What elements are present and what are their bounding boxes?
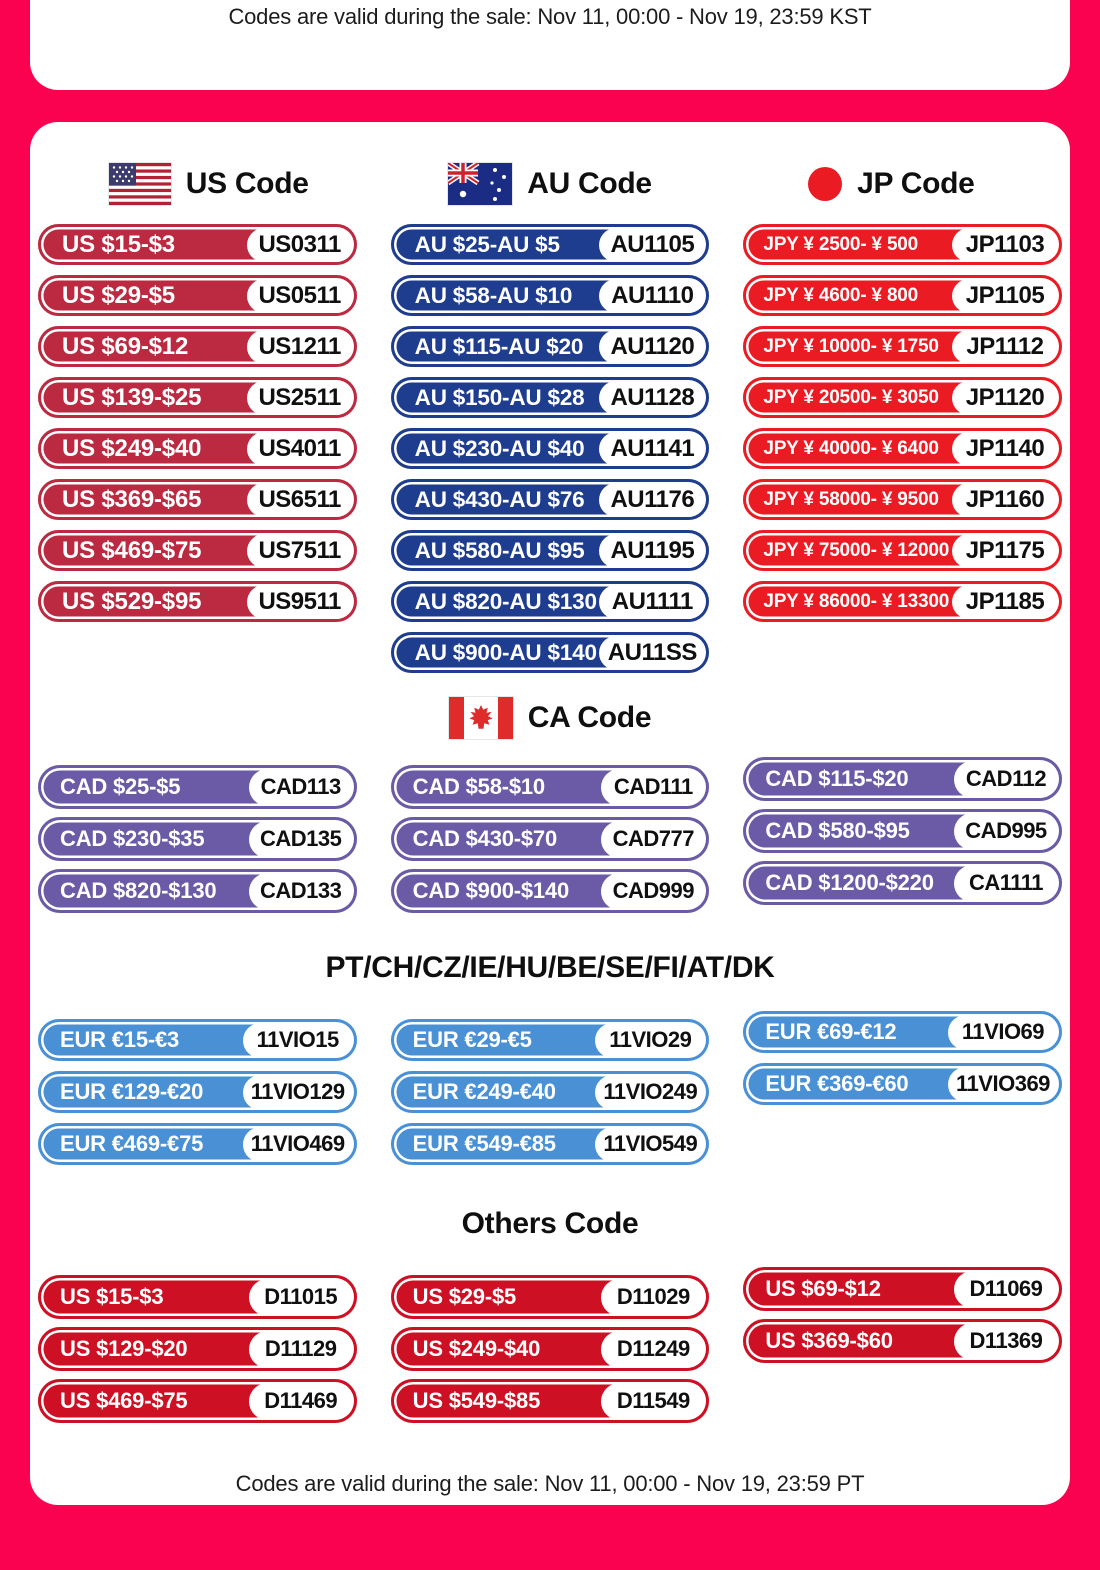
coupon-pill[interactable] [391,1379,710,1423]
coupon-code: AU1176 [599,483,705,517]
coupon-pill[interactable] [391,224,710,265]
coupon-pill[interactable] [743,326,1062,367]
coupon-amount: AU $58-AU $10 [414,282,573,308]
kr-coupon-card [30,0,1070,90]
coupon-pill[interactable] [743,275,1062,316]
coupon-pill[interactable] [743,581,1062,622]
coupon-amount: AU $430-AU $76 [414,486,585,512]
coupon-code: CAD999 [601,873,705,910]
us-flag-icon [109,163,171,205]
coupon-pill[interactable] [38,817,357,861]
coupon-amount: JPY ¥ 10000- ¥ 1750 [763,335,939,357]
jp-code-header [721,158,1062,210]
coupon-amount: US $549-$85 [412,1388,541,1413]
coupon-pill[interactable] [38,428,357,469]
coupon-pill[interactable] [38,581,357,622]
coupon-pill[interactable] [391,479,710,520]
coupon-pill[interactable] [391,1071,710,1113]
coupon-amount: US $249-$40 [62,434,202,462]
coupon-pill[interactable] [391,1123,710,1165]
coupon-amount: US $15-$3 [60,1284,164,1309]
coupon-pill[interactable] [391,326,710,367]
coupon-amount: EUR €369-€60 [765,1071,909,1096]
coupon-code: AU1141 [599,432,705,466]
regional-coupon-columns [38,224,1062,673]
coupon-amount: US $139-$25 [62,383,202,411]
coupon-amount: CAD $1200-$220 [765,870,934,895]
coupon-code: JP1185 [952,585,1058,619]
coupon-amount: US $69-$12 [765,1276,881,1301]
ca-code-title: CA Code [527,701,652,734]
coupon-amount: JPY ¥ 20500- ¥ 3050 [763,386,939,408]
coupon-amount: US $15-$3 [62,230,175,258]
coupon-code: D11015 [249,1279,353,1316]
coupon-code: AU1111 [599,585,705,619]
coupon-amount: US $29-$5 [62,281,175,309]
coupon-pill[interactable] [743,861,1062,905]
coupon-pill[interactable] [743,377,1062,418]
coupon-pill[interactable] [38,869,357,913]
coupon-amount: AU $25-AU $5 [414,231,560,257]
coupon-code: D11249 [601,1331,705,1368]
coupon-code: 11VIO549 [595,1127,705,1162]
coupon-code: 11VIO469 [243,1127,353,1162]
coupon-amount: EUR €249-€40 [412,1079,556,1104]
region-headers [38,122,1062,210]
ca-coupon-list [38,765,1062,913]
coupon-code: 11VIO369 [948,1067,1058,1102]
coupon-amount: EUR €69-€12 [765,1019,897,1044]
coupon-amount: JPY ¥ 40000- ¥ 6400 [763,437,939,459]
coupon-code: US2511 [247,381,353,415]
coupon-pill[interactable] [38,1327,357,1371]
coupon-code: US9511 [247,585,353,619]
coupon-pill[interactable] [743,530,1062,571]
coupon-code: JP1112 [952,330,1058,364]
coupon-code: AU1120 [599,330,705,364]
coupon-pill[interactable] [391,869,710,913]
coupon-pill[interactable] [38,1019,357,1061]
eu-code-title: PT/CH/CZ/IE/HU/BE/SE/FI/AT/DK [325,951,775,984]
coupon-pill[interactable] [743,757,1062,801]
ca-code-header [38,693,1062,743]
coupon-pill[interactable] [38,530,357,571]
coupon-amount: CAD $900-$140 [412,878,570,903]
coupon-code: JP1175 [952,534,1058,568]
coupon-amount: AU $580-AU $95 [414,537,585,563]
validity-note-kst: Codes are valid during the sale: Nov 11, 00:00 - Nov 19, 23:59 KST [228,4,872,29]
coupon-amount: US $69-$12 [62,332,189,360]
coupon-pill[interactable] [38,1379,357,1423]
coupon-amount: CAD $820-$130 [60,878,217,903]
coupon-amount: EUR €15-€3 [60,1027,180,1052]
others-coupon-list [38,1275,1062,1423]
coupon-code: CA1111 [954,865,1058,902]
coupon-code: JP1160 [952,483,1058,517]
coupon-code: JP1120 [952,381,1058,415]
coupon-code: CAD113 [249,769,353,806]
coupon-pill[interactable] [743,479,1062,520]
coupon-code: AU1105 [599,228,705,262]
coupon-code: D11469 [249,1383,353,1420]
coupon-amount: US $249-$40 [412,1336,541,1361]
coupon-amount: CAD $115-$20 [765,766,909,791]
coupon-amount: US $469-$75 [60,1388,188,1413]
coupon-code: D11549 [601,1383,705,1420]
coupon-code: AU1128 [599,381,705,415]
coupon-code: D11029 [601,1279,705,1316]
coupon-pill[interactable] [38,377,357,418]
au-flag-icon [448,163,512,205]
coupon-code: JP1105 [952,279,1058,313]
coupon-pill[interactable] [391,530,710,571]
coupon-pill[interactable] [743,1011,1062,1053]
coupon-amount: AU $150-AU $28 [414,384,585,410]
jp-coupon-list [743,224,1062,673]
coupon-amount: AU $230-AU $40 [414,435,585,461]
coupon-pill[interactable] [391,632,710,673]
coupon-amount: US $529-$95 [62,587,202,615]
coupon-amount: CAD $58-$10 [412,774,545,799]
coupon-pill[interactable] [38,765,357,809]
coupon-amount: CAD $430-$70 [412,826,558,851]
coupon-pill[interactable] [391,1275,710,1319]
coupon-code: US0511 [247,279,353,313]
eu-coupon-list [38,1019,1062,1165]
coupon-pill[interactable] [38,479,357,520]
coupon-code: US1211 [247,330,353,364]
coupon-amount: US $129-$20 [60,1336,188,1361]
coupon-amount: US $469-$75 [62,536,202,564]
coupon-code: D11369 [954,1323,1058,1360]
au-code-title: AU Code [527,167,652,200]
ca-flag-icon [449,697,513,739]
coupon-amount: EUR €129-€20 [60,1079,204,1104]
coupon-pill[interactable] [391,1019,710,1061]
coupon-pill[interactable] [38,1071,357,1113]
coupon-code: JP1103 [952,228,1058,262]
coupon-code: AU1195 [599,534,705,568]
coupon-amount: JPY ¥ 4600- ¥ 800 [763,284,919,306]
coupon-code: CAD111 [601,769,705,806]
others-code-header [38,1199,1062,1249]
coupon-pill[interactable] [391,428,710,469]
coupon-amount: JPY ¥ 86000- ¥ 13300 [763,590,950,612]
coupon-code: CAD135 [249,821,353,858]
coupon-pill[interactable] [743,224,1062,265]
coupon-pill[interactable] [391,765,710,809]
au-code-header [379,158,720,210]
coupon-code: 11VIO69 [948,1015,1058,1050]
coupon-code: US7511 [247,534,353,568]
coupon-amount: CAD $580-$95 [765,818,910,843]
coupon-amount: US $369-$65 [62,485,202,513]
coupon-code: AU1110 [599,279,705,313]
coupon-code: JP1140 [952,432,1058,466]
coupon-code: 11VIO29 [595,1023,705,1058]
au-coupon-list [391,224,710,673]
eu-code-header [38,943,1062,993]
coupon-pill[interactable] [391,275,710,316]
coupon-code: D11129 [249,1331,353,1368]
coupon-amount: AU $820-AU $130 [414,588,597,614]
coupon-code: US6511 [247,483,353,517]
coupon-code: CAD112 [954,761,1058,798]
coupon-amount: JPY ¥ 58000- ¥ 9500 [763,488,939,510]
coupon-code: CAD777 [601,821,705,858]
coupon-pill[interactable] [391,1327,710,1371]
coupon-pill[interactable] [38,1123,357,1165]
coupon-amount: JPY ¥ 75000- ¥ 12000 [763,539,950,561]
coupon-pill[interactable] [38,224,357,265]
coupon-amount: EUR €29-€5 [412,1027,532,1052]
coupon-pill[interactable] [38,1275,357,1319]
coupon-amount: EUR €469-€75 [60,1131,204,1156]
coupon-code: AU11SS [599,636,705,670]
global-coupon-card [30,122,1070,1505]
others-code-title: Others Code [461,1207,639,1240]
validity-note-pt: Codes are valid during the sale: Nov 11, 00:00 - Nov 19, 23:59 PT [235,1471,865,1496]
coupon-amount: US $29-$5 [412,1284,517,1309]
coupon-pill[interactable] [743,1319,1062,1363]
coupon-amount: JPY ¥ 2500- ¥ 500 [763,233,919,255]
coupon-pill[interactable] [743,1267,1062,1311]
us-code-title: US Code [185,167,309,200]
coupon-amount: AU $900-AU $140 [414,639,597,665]
coupon-pill[interactable] [391,581,710,622]
coupon-code: 11VIO129 [243,1075,353,1110]
coupon-pill[interactable] [743,428,1062,469]
coupon-pill[interactable] [391,817,710,861]
coupon-amount: CAD $230-$35 [60,826,205,851]
coupon-code: 11VIO249 [595,1075,705,1110]
coupon-code: 11VIO15 [243,1023,353,1058]
coupon-code: CAD133 [249,873,353,910]
coupon-code: US0311 [247,228,353,262]
us-code-header [38,158,379,210]
coupon-amount: AU $115-AU $20 [414,333,584,359]
coupon-amount: EUR €549-€85 [412,1131,556,1156]
coupon-pill[interactable] [38,326,357,367]
coupon-code: CAD995 [954,813,1058,850]
coupon-amount: US $369-$60 [765,1328,893,1353]
coupon-code: US4011 [247,432,353,466]
coupon-pill[interactable] [38,275,357,316]
coupon-pill[interactable] [743,809,1062,853]
jp-code-title: JP Code [857,167,975,200]
coupon-pill[interactable] [743,1063,1062,1105]
jp-flag-icon [808,167,842,201]
coupon-pill[interactable] [391,377,710,418]
coupon-amount: CAD $25-$5 [60,774,181,799]
coupon-code: D11069 [954,1271,1058,1308]
us-coupon-list [38,224,357,673]
